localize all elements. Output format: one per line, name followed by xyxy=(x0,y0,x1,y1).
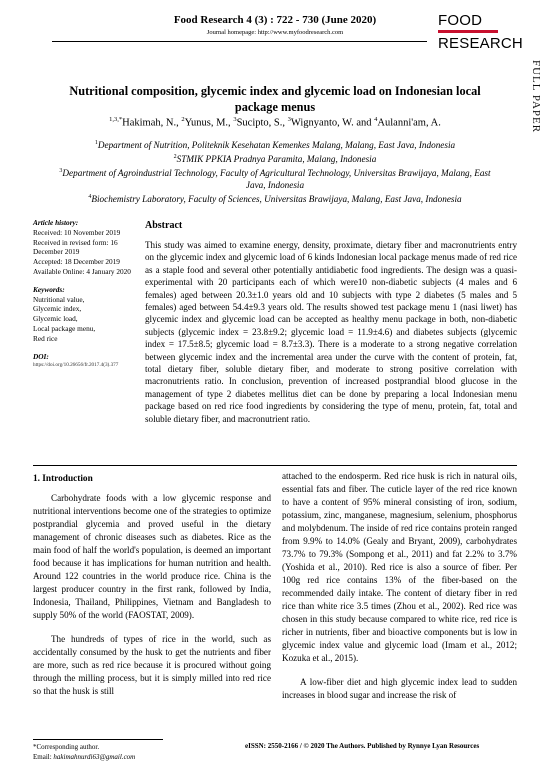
author-sup: 2 xyxy=(181,116,185,123)
corresponding-email xyxy=(33,752,135,762)
doi-label: DOI: xyxy=(33,351,49,361)
author-name: Wignyanto, W. and xyxy=(290,117,375,129)
affiliations xyxy=(50,137,500,205)
body-column-right xyxy=(282,470,517,713)
abstract-text: This study was aimed to examine energy, density, proximate, dietary fiber and macronutrients entry on the glycemic index and glycemic load of 6 kinds Indonesian local package menus made of red rice as a staple food and several other potentially antidiabetic food ingredients. The design was a quasi-experimental with 20 participants each of which were10 non-diabetic subjects (4 males and 6 females) aged between 20.3±1.0 years old and 10 subjects with type 2 diabetes (5 males and 5 females) aged between 54.4±9.3 years old. The results showed test package menu 1 (nasi liwet) has glycemic index and glycemic load can be accepted as healthy menu package in both, non-diabetic subjects (glycemic index = 23.8±9.2; glycemic load = 11.9±4.6) and diabetes subjects (glycemic index = 17.5±8.5; glycemic load = 8.7±3.3). There is a moderate to a strong negative correlation between glycemic index and the incremental area under the curve with the content of protein, fat, total dietary fiber, soluble dietary fiber, and moderate to strong positive correlation with macronutrients ratio. In conclusion, prevention of increased postprandial blood glucose in the management of type 2 diabetes mellitus diet can be done by preparing a local Indonesian menu package based on red rice food ingredients by considering the type of menu, protein, fat, total and soluble dietary fiber, and macronutrient ratio. xyxy=(145,240,517,424)
introduction-heading: 1. Introduction xyxy=(33,474,93,484)
body-column-left xyxy=(33,492,271,709)
email-label: Email: xyxy=(33,753,54,761)
corresponding-footnote xyxy=(33,742,135,762)
logo-line-food: FOOD xyxy=(438,12,483,29)
author-sup: 4 xyxy=(374,116,378,123)
affiliation xyxy=(50,191,500,205)
eissn-publisher: eISSN: 2550-2166 / © 2020 The Authors. Published by Rynnye Lyan Resources xyxy=(245,742,480,750)
affiliation-sup: 2 xyxy=(173,154,177,161)
keywords-label: Keywords: xyxy=(33,284,65,294)
affiliation-sup: 3 xyxy=(59,168,63,175)
author-name: Aulanni'am, A. xyxy=(377,117,441,129)
logo-line-research: RESEARCH xyxy=(438,35,523,52)
logo-accent-bar xyxy=(438,30,498,33)
author-sup: 3 xyxy=(287,116,291,123)
author-name: Hakimah, N., xyxy=(122,117,182,129)
affiliation xyxy=(50,137,500,151)
footnote-rule xyxy=(33,739,163,740)
paragraph: A low-fiber diet and high glycemic index lead to sudden increases in blood sugar and increase the risk of xyxy=(282,677,517,700)
received-date: Received: 10 November 2019 xyxy=(33,227,121,237)
article-history xyxy=(33,218,138,277)
affiliation-sup: 1 xyxy=(94,140,98,146)
paragraph: The hundreds of types of rice in the world, such as accidentally consumed by the husk to get the nutrients and fiber are more, such as red rice because it is procured without going through the milling process, but it is simply milled into red rice so that the husk is still xyxy=(33,634,271,696)
affiliation-text: Department of Nutrition, Politeknik Kesehatan Kemenkes Malang, Malang, East Java, Indonesia xyxy=(97,140,456,151)
journal-homepage[interactable]: Journal homepage: http://www.myfoodresearch.com xyxy=(206,29,344,36)
doi-link[interactable]: https://doi.org/10.26656/fr.2017.4(3).377 xyxy=(33,362,119,369)
author-name: Sucipto, S., xyxy=(236,117,288,129)
paragraph: Carbohydrate foods with a low glycemic response and nutritional interventions become one of the strategies to optimize postprandial glycemia and proved useful in the dietary management of chronic diseases such as diabetes. Rice as the main food of half the world's population, is deemed an important food because it has implications for human nutrition and health. Around 122 countries in the world produce rice. China is the largest producer country in the first rank, followed by India, Indonesia, Thailand, Philippines, Vietnam and Bangladesh to supply 50% of the world (FAOSTAT, 2009). xyxy=(33,493,271,620)
section-divider xyxy=(33,465,517,466)
affiliation xyxy=(50,151,500,165)
keyword-item: Glycemic load, xyxy=(33,314,78,324)
affiliation-text: STMIK PPKIA Pradnya Paramita, Malang, Indonesia xyxy=(176,154,377,165)
article-history-label: Article history: xyxy=(33,218,79,227)
email-address[interactable]: hakimahnurdi63@gmail.com xyxy=(53,753,136,761)
accepted-date: Accepted: 18 December 2019 xyxy=(33,257,120,267)
keyword-item: Red rice xyxy=(33,333,58,343)
online-date: Available Online: 4 January 2020 xyxy=(33,266,131,276)
author-name: Yunus, M., xyxy=(184,117,234,129)
keywords xyxy=(33,285,138,344)
affiliation-text: Department of Agroindustrial Technology, Faculty of Agricultural Technology, Universitas Brawijaya, Malang, East Java, Indonesia xyxy=(62,168,491,191)
article-info-sidebar xyxy=(33,218,138,379)
corresponding-label: *Corresponding author. xyxy=(33,743,100,751)
doi xyxy=(33,352,138,372)
revised-date: Received in revised form: 16 December 2019 xyxy=(33,237,118,257)
paragraph: attached to the endosperm. Red rice husk is rich in natural oils, essential fats and fiber. The cuticle layer of the red rice known to have a content of 95% mineral consisting of iron, sodium, potassium, zinc, manganese, magnesium, selenium, phosphorus and molybdenum. The inside of red rice contains protein ranged from 9.9% to 14.0% (Gealy and Bryant, 2009), carbohydrates 73.7% to 79.3% (Sompong et al., 2011) and fat 2.2% to 3.7% (Yoshida et al., 2010). Red rice is also a source of fiber. Per 100g red rice contains 13% of the fiber-based on the recommended daily intake. The content of dietary fiber in red rice than white rice 3.5 times (Zhou et al., 2002). Red rice was chosen in this study because compared to white rice, red rice is richer in nutrients, fiber and bioactive components but is low in glycemic index value and glycemic load (Imam et al., 2012; Kozuka et al., 2015). xyxy=(282,471,517,663)
author-list xyxy=(55,116,495,129)
affiliation-sup: 4 xyxy=(88,194,92,201)
affiliation xyxy=(50,165,500,191)
food-research-logo xyxy=(438,12,523,52)
affiliation-text: Biochemistry Laboratory, Faculty of Sciences, Universitas Brawijaya, Malang, East Java, Indonesia xyxy=(91,194,462,205)
author-sup: 3 xyxy=(233,116,237,123)
journal-title: Food Research 4 (3) : 722 - 730 (June 2020) xyxy=(173,14,377,26)
keyword-item: Glycemic index, xyxy=(33,304,82,314)
author-sup: 1,3,* xyxy=(109,116,123,123)
header-divider xyxy=(52,41,427,42)
keyword-item: Nutritional value, xyxy=(33,294,85,304)
paper-title: Nutritional composition, glycemic index and glycemic load on Indonesian local package menus xyxy=(69,84,481,114)
keyword-item: Local package menu, xyxy=(33,323,96,333)
full-paper-side-label: FULL PAPER xyxy=(530,60,542,134)
abstract-heading: Abstract xyxy=(145,220,183,231)
